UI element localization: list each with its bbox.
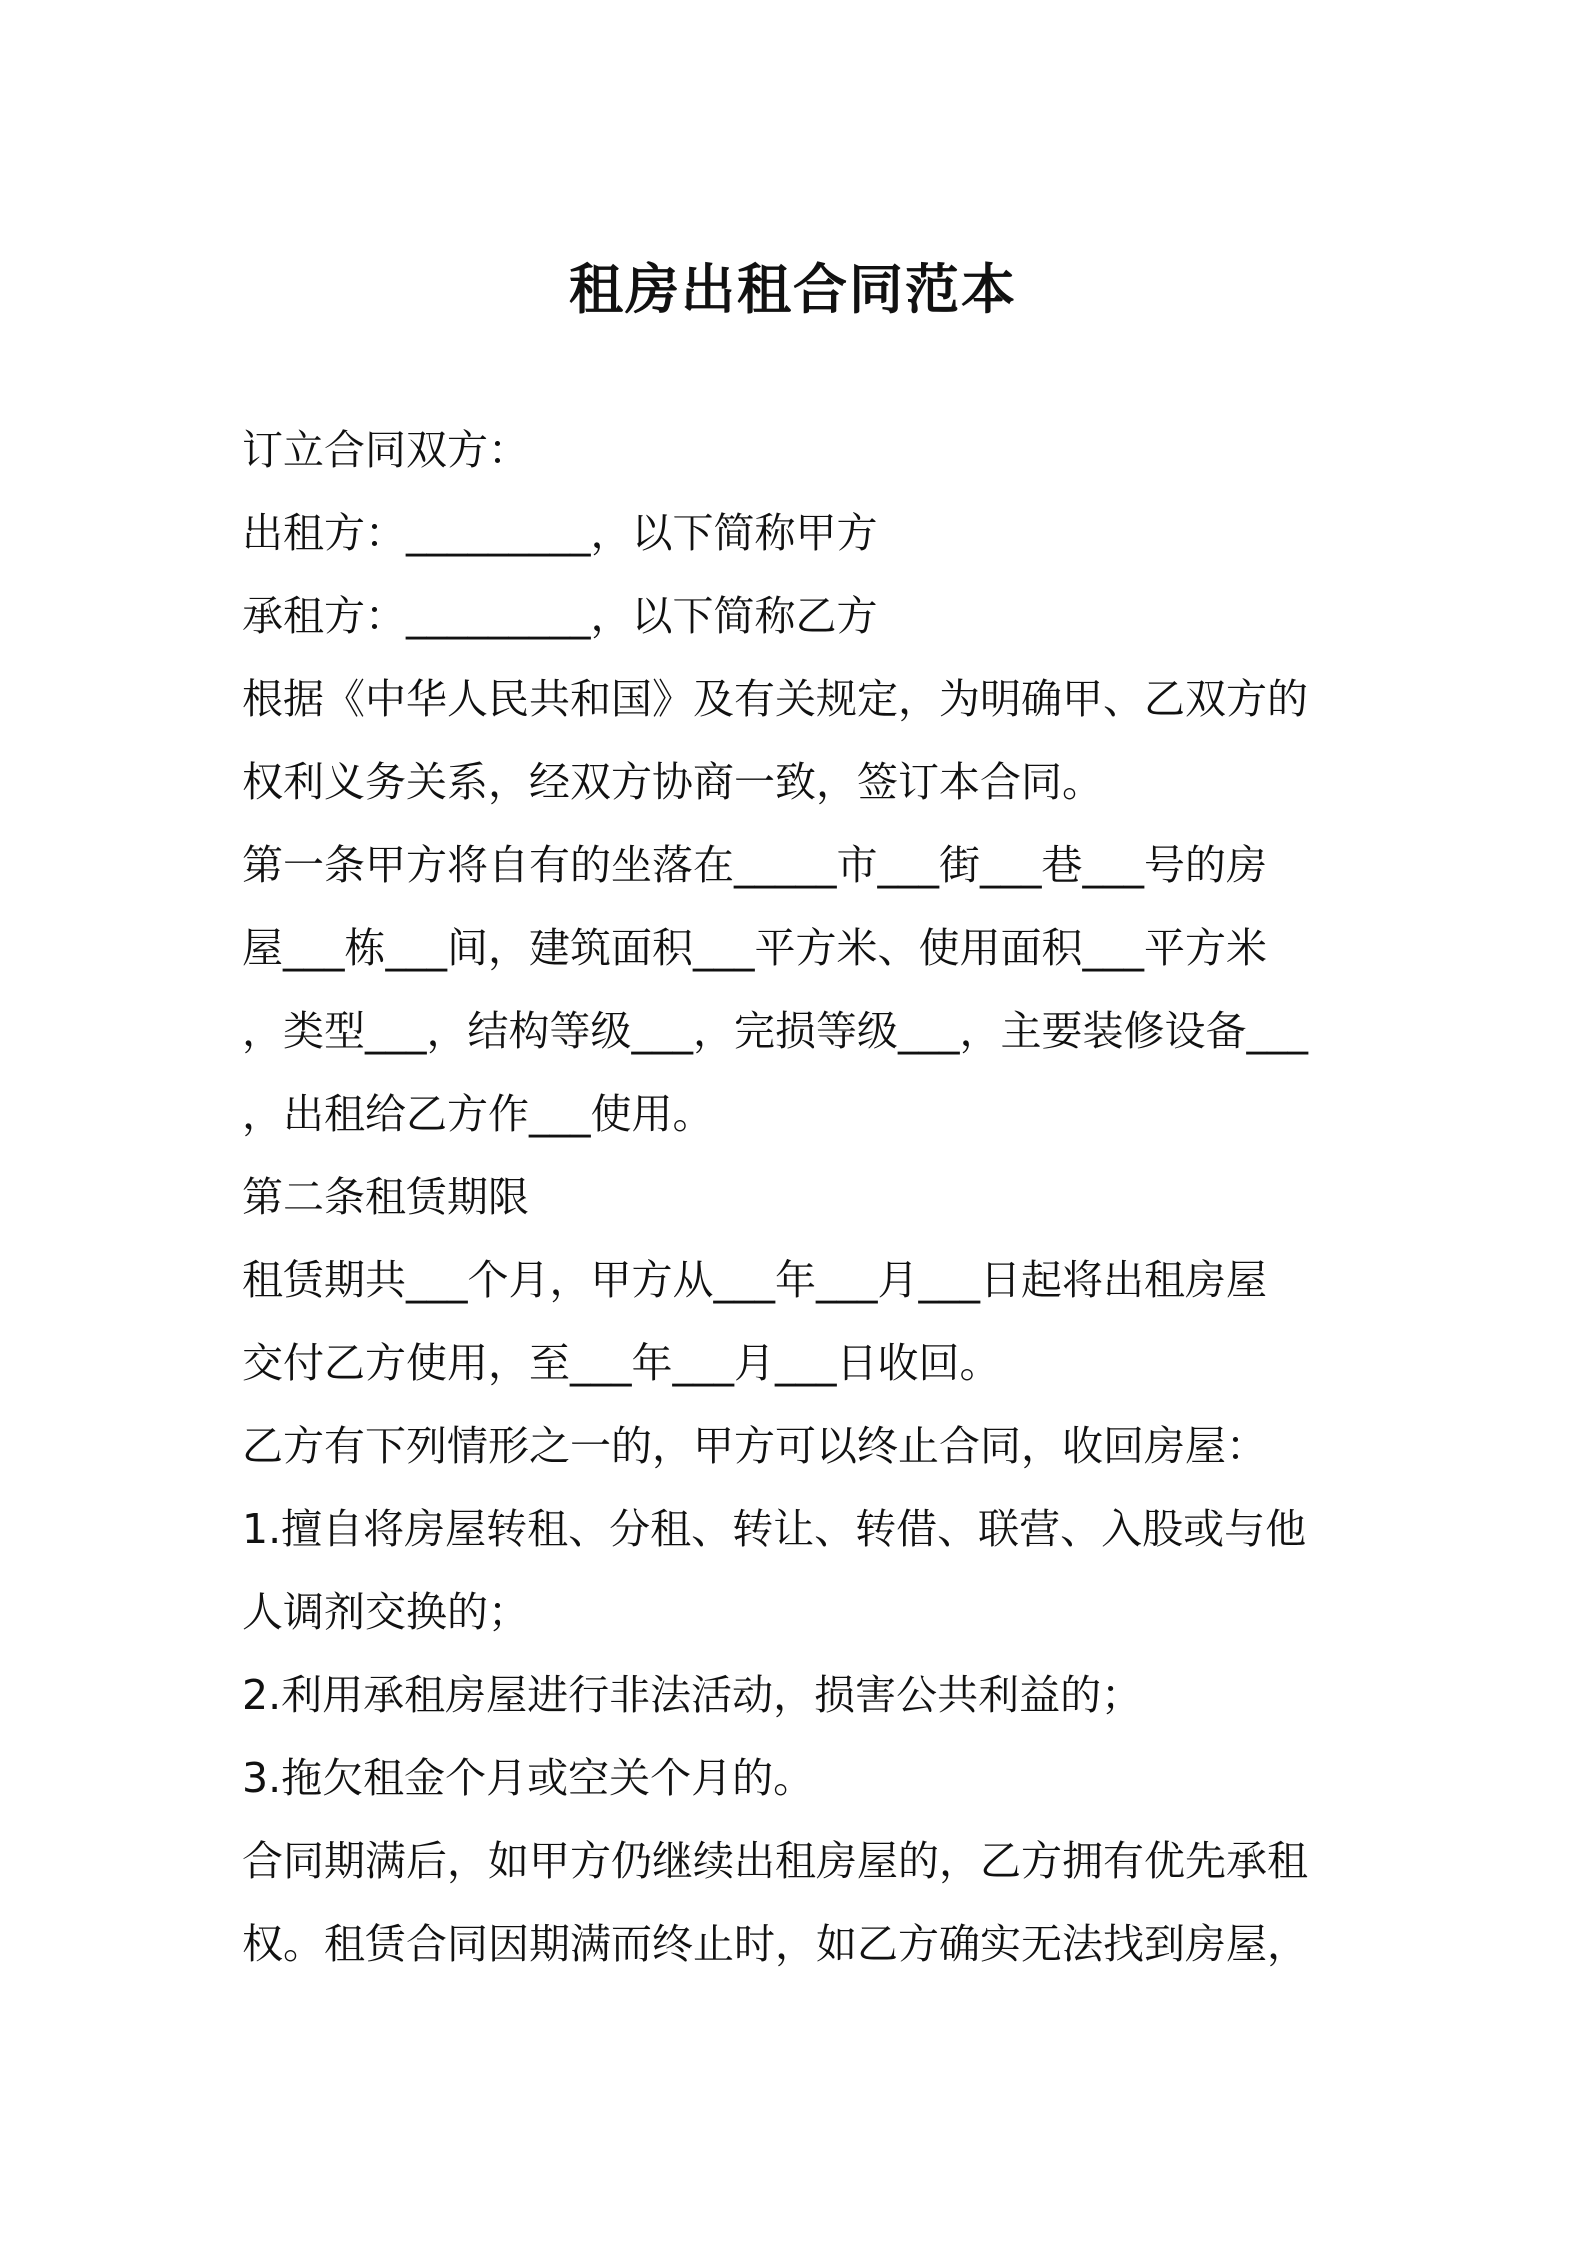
text-line: 根据《中华人民共和国》及有关规定，为明确甲、乙双方的: [242, 675, 1308, 723]
text-line: 交付乙方使用，至___年___月___日收回。: [242, 1339, 1001, 1387]
text-line: 订立合同双方：: [242, 426, 529, 474]
text-line: 合同期满后，如甲方仍继续出租房屋的，乙方拥有优先承租: [242, 1837, 1308, 1885]
text-line: 租赁期共___个月，甲方从___年___月___日起将出租房屋: [242, 1256, 1267, 1304]
text-line: 1.擅自将房屋转租、分租、转让、转借、联营、入股或与他: [242, 1505, 1307, 1553]
document-title: 租房出租合同范本: [569, 258, 1017, 321]
text-line: 第二条租赁期限: [242, 1173, 529, 1221]
text-line: 2.利用承租房屋进行非法活动，损害公共利益的；: [242, 1671, 1143, 1719]
text-line: 第一条甲方将自有的坐落在_____市___街___巷___号的房: [242, 841, 1267, 889]
text-line: 承租方：_________，以下简称乙方: [242, 592, 878, 640]
text-line: 权利义务关系，经双方协商一致，签订本合同。: [242, 758, 1103, 806]
text-line: 乙方有下列情形之一的，甲方可以终止合同，收回房屋：: [242, 1422, 1267, 1470]
document-body: [242, 409, 1362, 1986]
text-line: 3.拖欠租金个月或空关个月的。: [242, 1754, 815, 1802]
text-line: 出租方：_________，以下简称甲方: [242, 509, 878, 557]
text-line: 人调剂交换的；: [242, 1588, 529, 1636]
text-line: 权。租赁合同因期满而终止时，如乙方确实无法找到房屋，: [242, 1920, 1308, 1968]
text-line: ，出租给乙方作___使用。: [242, 1090, 714, 1138]
text-line: ，类型___，结构等级___，完损等级___，主要装修设备___: [242, 1007, 1308, 1055]
text-line: 屋___栋___间，建筑面积___平方米、使用面积___平方米: [242, 924, 1267, 972]
